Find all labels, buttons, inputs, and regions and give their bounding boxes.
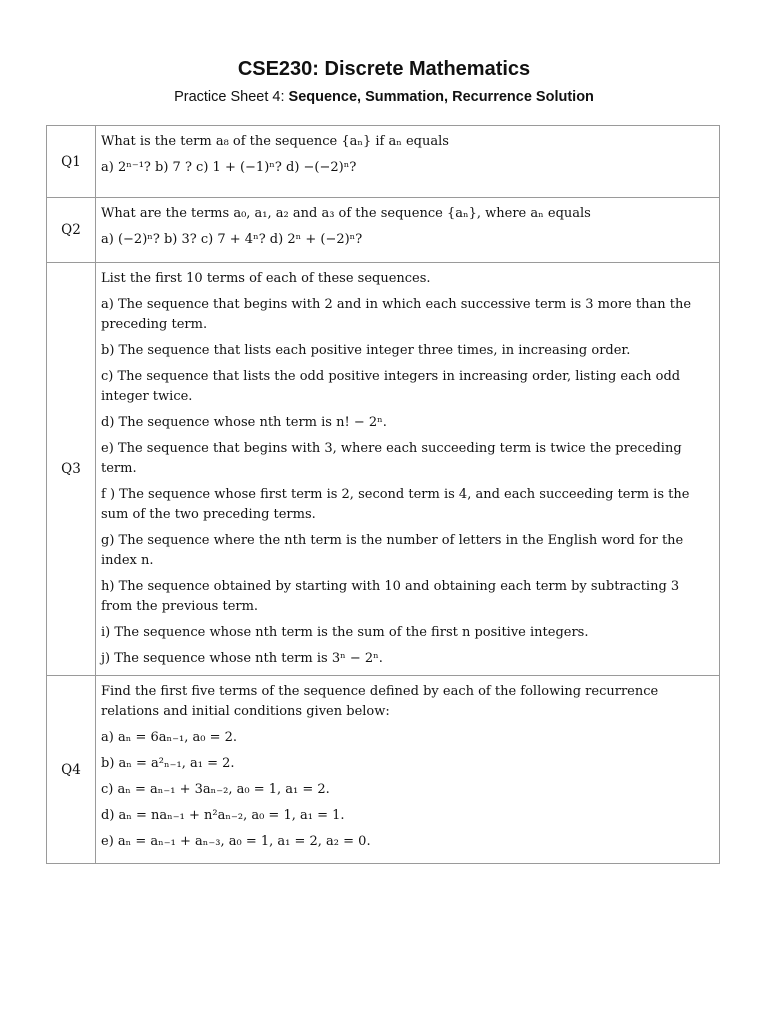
question-line: b) aₙ = a²ₙ₋₁, a₁ = 2. (101, 756, 235, 771)
question-line: d) aₙ = naₙ₋₁ + n²aₙ₋₂, a₀ = 1, a₁ = 1. (101, 808, 345, 823)
question-line: a) The sequence that begins with 2 and in which each successive term is 3 more than the preceding term. (101, 297, 692, 332)
question-row-q4 (47, 676, 720, 864)
question-body (96, 676, 720, 864)
question-id: Q3 (47, 263, 96, 676)
question-line: h) The sequence obtained by starting with 10 and obtaining each term by subtracting 3 from the previous term. (101, 579, 680, 614)
question-line: a) aₙ = 6aₙ₋₁, a₀ = 2. (101, 730, 237, 745)
question-line: i) The sequence whose nth term is the sum of the first n positive integers. (101, 625, 589, 640)
question-body (96, 263, 720, 676)
question-line: c) The sequence that lists the odd positive integers in increasing order, listing each odd integer twice. (101, 369, 681, 404)
question-body (96, 198, 720, 263)
question-line: a) (−2)ⁿ? b) 3? c) 7 + 4ⁿ? d) 2ⁿ + (−2)ⁿ? (101, 232, 363, 247)
question-row-q3 (47, 263, 720, 676)
subtitle-topic: Sequence, Summation, Recurrence Solution (288, 89, 594, 105)
question-line: c) aₙ = aₙ₋₁ + 3aₙ₋₂, a₀ = 1, a₁ = 2. (101, 782, 330, 797)
question-line: What are the terms a₀, a₁, a₂ and a₃ of the sequence {aₙ}, where aₙ equals (101, 206, 591, 221)
question-id: Q2 (47, 198, 96, 263)
question-line: g) The sequence where the nth term is the number of letters in the English word for the index n. (101, 533, 684, 568)
question-body (96, 126, 720, 198)
question-line: List the first 10 terms of each of these sequences. (101, 271, 431, 286)
subtitle-prefix: Practice Sheet 4: (174, 89, 289, 105)
question-id: Q4 (47, 676, 96, 864)
question-line: d) The sequence whose nth term is n! − 2ⁿ. (101, 415, 387, 430)
question-line: e) aₙ = aₙ₋₁ + aₙ₋₃, a₀ = 1, a₁ = 2, a₂ = 0. (101, 834, 371, 849)
page-title: CSE230: Discrete Mathematics (237, 58, 531, 80)
question-line: j) The sequence whose nth term is 3ⁿ − 2ⁿ. (101, 651, 383, 666)
question-line: a) 2ⁿ⁻¹? b) 7 ? c) 1 + (−1)ⁿ? d) −(−2)ⁿ? (101, 160, 357, 175)
question-line: f ) The sequence whose first term is 2, second term is 4, and each succeeding term is the sum of the two preceding terms. (101, 487, 690, 522)
question-row-q2 (47, 198, 720, 263)
question-id: Q1 (47, 126, 96, 198)
page-subtitle (0, 89, 768, 105)
question-line: e) The sequence that begins with 3, where each succeeding term is twice the preceding term. (101, 441, 682, 476)
question-line: b) The sequence that lists each positive integer three times, in increasing order. (101, 343, 631, 358)
question-line: What is the term a₈ of the sequence {aₙ} if aₙ equals (101, 134, 449, 149)
question-line: Find the first five terms of the sequence defined by each of the following recurrence relations and initial conditions given below: (101, 684, 659, 719)
questions-table (46, 125, 720, 864)
question-row-q1 (47, 126, 720, 198)
